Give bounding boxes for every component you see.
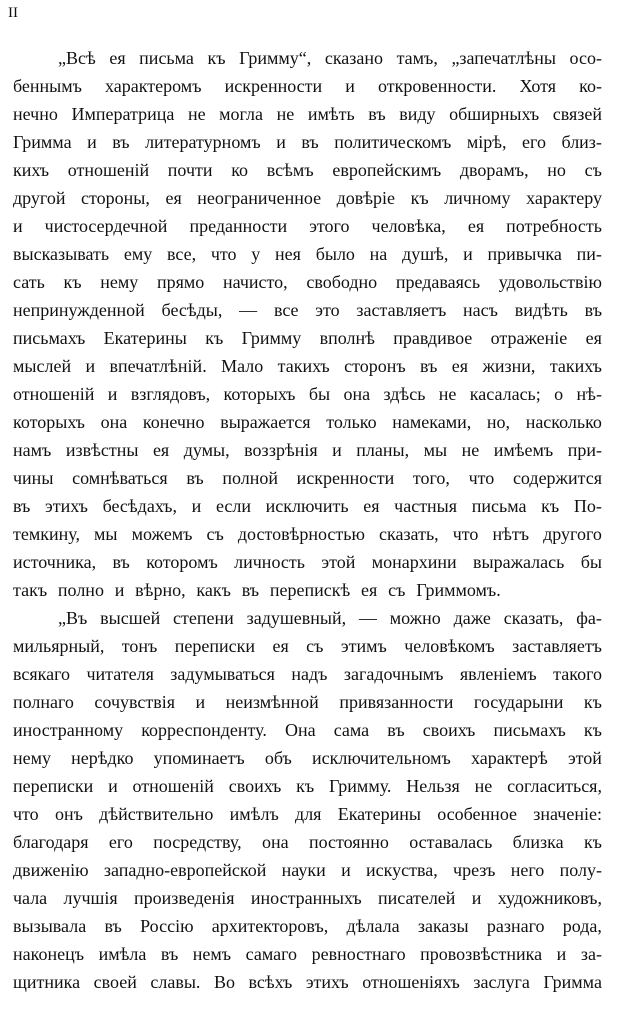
text-line: щитника своей славы. Во всѣхъ этихъ отношеніяхъ заслуга Гримма	[13, 972, 602, 992]
text-line: сать къ нему прямо начисто, свободно предаваясь удовольствію	[13, 272, 602, 292]
text-line: движенію западно-европейской науки и искуства, чрезъ него полу-	[13, 860, 602, 880]
text-line: иностранному корреспонденту. Она сама въ своихъ письмахъ къ	[13, 720, 602, 740]
text-line: благодаря его посредству, она постоянно оставалась близка къ	[13, 832, 602, 852]
text-line: беннымъ характеромъ искренности и откровенности. Хотя ко-	[13, 76, 602, 96]
text-line: и чистосердечной преданности этого человѣка, ея потребность	[13, 216, 602, 236]
text-line: намъ извѣстны ея думы, воззрѣнія и планы, мы не имѣемъ при-	[13, 440, 602, 460]
text-line: мыслей и впечатлѣній. Мало такихъ сторонъ въ ея жизни, такихъ	[13, 356, 602, 376]
text-line: темкину, мы можемъ съ достовѣрностью сказать, что нѣтъ другого	[13, 524, 602, 544]
text-line: переписки и отношеній своихъ къ Гримму. Нельзя не согласиться,	[13, 776, 602, 796]
text-line: такъ полно и вѣрно, какъ въ перепискѣ ея съ Гриммомъ.	[13, 580, 501, 600]
body-text	[13, 44, 602, 996]
text-line: чала лучшія произведенія иностранныхъ писателей и художниковъ,	[13, 888, 602, 908]
page-number: II	[8, 5, 18, 21]
text-line: которыхъ она конечно выражается только намеками, но, насколько	[13, 412, 602, 432]
text-line: чины сомнѣваться въ полной искренности того, что содержится	[13, 468, 602, 488]
text-line: вызывала въ Россію архитекторовъ, дѣлала заказы разнаго рода,	[13, 916, 602, 936]
text-line: источника, въ которомъ личность этой монархини выражалась бы	[13, 552, 602, 572]
text-line: непринужденной бесѣды, — все это заставляетъ насъ видѣть въ	[13, 300, 602, 320]
text-line: „Всѣ ея письма къ Гримму“, сказано тамъ, „запечатлѣны осо-	[58, 48, 602, 68]
text-line: наконецъ имѣла въ немъ самаго ревностнаго провозвѣстника и за-	[13, 944, 602, 964]
text-line: Гримма и въ литературномъ и въ политическомъ мірѣ, его близ-	[13, 132, 602, 152]
text-line: письмахъ Екатерины къ Гримму вполнѣ правдивое отраженіе ея	[13, 328, 602, 348]
text-line: всякаго читателя задумываться надъ загадочнымъ явленіемъ такого	[13, 664, 602, 684]
text-line: въ этихъ бесѣдахъ, и если исключить ея частныя письма къ По-	[13, 496, 602, 516]
text-line: кихъ отношеній почти ко всѣмъ европейскимъ дворамъ, но съ	[13, 160, 602, 180]
text-line: нечно Императрица не могла не имѣть въ виду обширныхъ связей	[13, 104, 602, 124]
text-line: другой стороны, ея неограниченное довѣріе къ личному характеру	[13, 188, 602, 208]
text-line: что онъ дѣйствительно имѣлъ для Екатерины особенное значеніе:	[13, 804, 602, 824]
text-line: нему нерѣдко упоминаетъ объ исключительномъ характерѣ этой	[13, 748, 602, 768]
text-line: „Въ высшей степени задушевный, — можно даже сказать, фа-	[58, 608, 602, 628]
text-line: мильярный, тонъ переписки ея съ этимъ человѣкомъ заставляетъ	[13, 636, 602, 656]
text-line: отношеній и взглядовъ, которыхъ бы она здѣсь не касалась; о нѣ-	[13, 384, 602, 404]
text-line: высказывать ему все, что у нея было на душѣ, и привычка пи-	[13, 244, 602, 264]
text-line: полнаго сочувствія и неизмѣнной привязанности государыни къ	[13, 692, 602, 712]
